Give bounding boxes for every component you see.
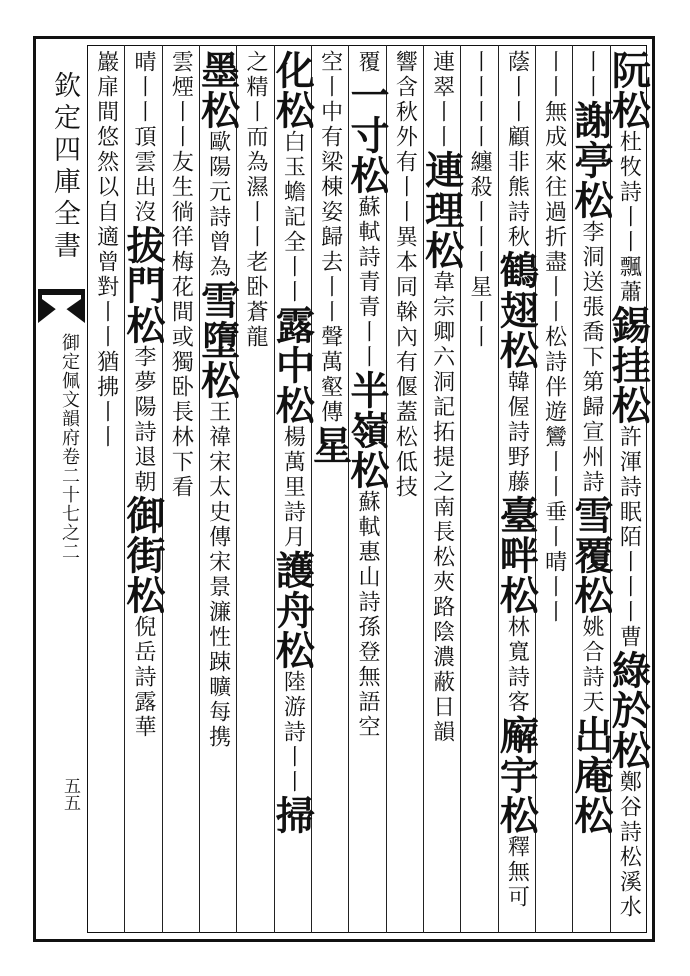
entry-citation: 猶拂丨丨: [93, 350, 119, 450]
entry-citation: 鄭谷詩松溪水: [616, 770, 642, 920]
entry-headword: 星: [306, 425, 353, 465]
entry-headword: 雪覆松: [568, 495, 614, 615]
entry-citation: 丨丨無成來往過折盡丨丨: [541, 50, 567, 325]
entry-headword: 阮松: [605, 50, 652, 130]
entry-citation: 姚合詩天: [579, 615, 604, 715]
entry-headword: 臺畔松: [493, 495, 540, 615]
text-column: [80, 50, 132, 928]
entry-headword: 掃: [269, 795, 316, 835]
book-title: 欽定四庫全書: [49, 71, 80, 263]
entry-citation: 丨丨: [579, 50, 604, 100]
entry-citation: 老卧蒼龍: [243, 250, 268, 350]
column-text: [80, 50, 132, 928]
entry-headword: 御街松: [120, 495, 166, 615]
entry-citation: 李洞送張喬下第歸宣州詩: [579, 220, 604, 495]
entry-citation: 倪岳詩露華: [131, 615, 156, 740]
entry-citation: 覆: [355, 50, 380, 75]
entry-citation: 曾對丨丨: [93, 250, 119, 350]
collection-title: [48, 333, 78, 561]
entry-citation: 歐陽元詩曾為: [205, 130, 231, 280]
entry-citation: 丨丨丨丨: [467, 50, 492, 150]
entry-headword: 化松: [269, 50, 316, 130]
entry-headword: 連理松: [418, 150, 465, 270]
entry-citation: 韋宗卿六洞記拓提之南長松夾路陰濃蔽日韻: [429, 270, 455, 745]
entry-citation: 友生徜徉梅花間或獨卧長林下看: [168, 150, 194, 500]
entry-citation: 李夢陽詩退朝: [131, 345, 156, 495]
entry-headword: 鶴翅松: [493, 250, 540, 370]
entry-citation: 楊萬里詩月: [280, 425, 306, 550]
entry-headword: 錫挂松: [605, 305, 652, 425]
entry-citation: 蔭丨丨: [504, 50, 530, 125]
entry-citation: 許渾詩眠陌丨丨丨曹: [616, 425, 642, 650]
entry-headword: 護舟松: [269, 550, 316, 670]
entry-citation: 松詩伴遊鸞丨丨垂丨: [541, 325, 567, 550]
entry-citation: 晴丨丨頂雲出沒: [131, 50, 156, 225]
entry-citation: 纏殺丨丨丨: [467, 150, 492, 275]
entry-citation: 星丨丨: [467, 275, 492, 350]
entry-headword: 綠於松: [605, 650, 652, 770]
entry-citation: 王禕宋太史傳宋景濂性踈曠每携: [205, 400, 231, 750]
entry-citation: 歸去丨丨聲萬壑傳: [317, 225, 343, 425]
entry-citation: 釋無可: [504, 835, 530, 910]
volume-number: 卷二十七之二: [59, 447, 80, 561]
entry-citation: 韓偓詩野藤: [504, 370, 530, 495]
entry-headword: 墨松: [194, 50, 241, 130]
fishtail-mark-icon: [38, 289, 85, 323]
entry-headword: 廨宇松: [493, 715, 540, 835]
sub-title: 御定佩文韻府: [59, 333, 80, 447]
entry-citation: 響含秋外有丨丨異本同榦內有偃蓋松低技: [392, 50, 418, 500]
entry-headword: 雪墮松: [194, 280, 241, 400]
entry-citation: 連翠丨丨: [429, 50, 455, 150]
page-number: 五五: [60, 777, 80, 811]
entry-citation: 晴丨丨: [541, 550, 567, 625]
entry-citation: 白玉蟾記全丨丨: [280, 130, 306, 305]
entry-citation: 雲煙丨丨: [168, 50, 194, 150]
entry-citation: 林寬詩客: [504, 615, 530, 715]
entry-citation: 濕丨丨: [243, 175, 268, 250]
entry-headword: 一寸松: [344, 75, 390, 195]
entry-headword: 謝亭松: [568, 100, 614, 220]
entry-headword: 露中松: [269, 305, 316, 425]
entry-citation: 之精丨而為: [243, 50, 268, 175]
entry-citation: 蘇軾詩青青丨丨: [355, 195, 380, 370]
entry-citation: 空: [317, 50, 343, 75]
entry-citation: 杜牧詩丨丨飄蕭: [616, 130, 642, 305]
entry-citation: 巖扉間悠然以自適: [93, 50, 119, 250]
entry-citation: 蘇軾惠山詩孫登無語空: [355, 490, 380, 740]
entry-headword: 半嶺松: [344, 370, 390, 490]
entry-citation: 陸游詩丨丨: [280, 670, 306, 795]
entry-headword: 拔門松: [120, 225, 166, 345]
entry-citation: 丨中有梁棟姿: [317, 75, 343, 225]
entry-headword: 出庵松: [568, 715, 614, 835]
entry-citation: 顧非熊詩秋: [504, 125, 530, 250]
